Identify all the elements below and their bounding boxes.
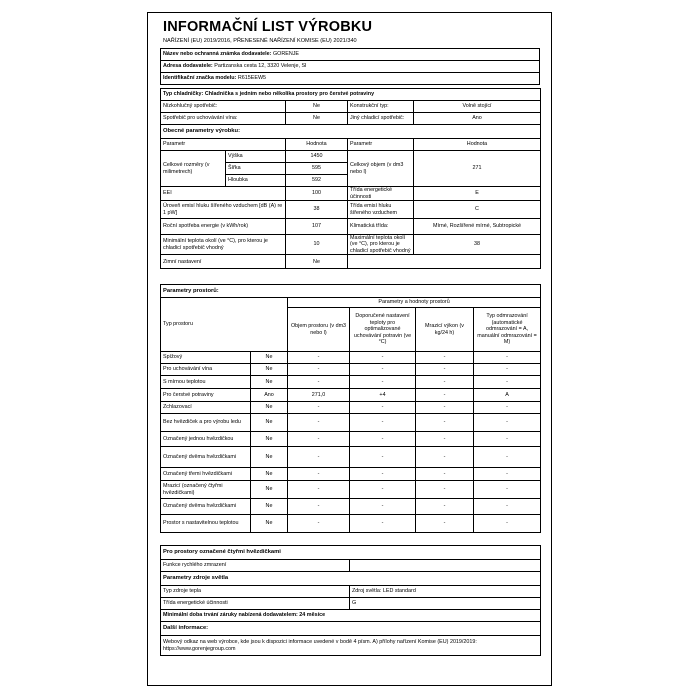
- compartment-volume: -: [288, 376, 350, 389]
- compartments-section-title: Parametry prostorů:: [161, 285, 541, 298]
- compartment-present: Ne: [251, 352, 288, 364]
- compartment-present: Ne: [251, 364, 288, 376]
- annual-energy-label: Roční spotřeba energie (v kWh/rok): [161, 219, 286, 235]
- compartment-defrost: -: [474, 352, 541, 364]
- min-temp-value: 10: [286, 235, 348, 255]
- compartment-freeze: -: [416, 364, 474, 376]
- compartment-row: [161, 352, 541, 364]
- compartment-row: [161, 432, 541, 447]
- compartment-defrost: -: [474, 364, 541, 376]
- defrost-header: Typ odmrazování (automatické odmrazování = A, manuální odmrazování = M): [474, 308, 541, 352]
- compartment-rows: [161, 352, 541, 533]
- wine-value: Ne: [286, 113, 348, 125]
- fast-freeze-value: [350, 560, 541, 572]
- efficiency-class-label: Třída energetické účinnosti: [348, 187, 414, 201]
- eei-value: 100: [286, 187, 348, 201]
- light-section-title: Parametry zdroje světla: [161, 572, 541, 586]
- compartment-temp: -: [350, 447, 416, 468]
- low-noise-value: Ne: [286, 101, 348, 113]
- supplier-table: [160, 48, 540, 85]
- compartment-row: [161, 376, 541, 389]
- compartment-volume: -: [288, 447, 350, 468]
- compartment-freeze: -: [416, 389, 474, 402]
- model-row: [161, 73, 540, 85]
- compartment-volume: -: [288, 364, 350, 376]
- climate-class-label: Klimatická třída:: [348, 219, 414, 235]
- construction-value: Volně stojící: [414, 101, 541, 113]
- compartment-defrost: -: [474, 432, 541, 447]
- freeze-header: Mrazicí výkon (v kg/24 h): [416, 308, 474, 352]
- light-class-label: Třída energetické účinnosti: [161, 598, 350, 610]
- warranty-row: Minimální doba trvání záruky nabízená dodavatelem: 24 měsíce: [161, 610, 541, 622]
- height-label: Výška: [226, 151, 286, 163]
- compartment-defrost: -: [474, 515, 541, 533]
- compartment-defrost: -: [474, 414, 541, 432]
- compartment-name: S mírnou teplotou: [161, 376, 251, 389]
- four-star-section-title: Pro prostory označené čtyřmi hvězdičkami: [161, 546, 541, 560]
- compartment-row: [161, 402, 541, 414]
- light-class-value: G: [350, 598, 541, 610]
- max-temp-value: 38: [414, 235, 541, 255]
- annual-energy-value: 107: [286, 219, 348, 235]
- compartment-volume: -: [288, 515, 350, 533]
- light-type-value: Zdroj světla: LED standard: [350, 586, 541, 598]
- noise-class-label: Třída emisí hluku šířeného vzduchem: [348, 201, 414, 219]
- compartment-freeze: -: [416, 468, 474, 481]
- compartment-volume: 271,0: [288, 389, 350, 402]
- max-temp-label: Maximální teplota okolí (ve °C), pro kterou je chladicí spotřebič vhodný: [348, 235, 414, 255]
- bottom-table: [160, 545, 541, 656]
- page-title: INFORMAČNÍ LIST VÝROBKU: [163, 19, 373, 35]
- info-section-title: Další informace:: [161, 622, 541, 636]
- compartment-defrost: -: [474, 468, 541, 481]
- supplier-name-row: [161, 49, 540, 61]
- compartment-freeze: -: [416, 447, 474, 468]
- model-value: R615EEW5: [237, 75, 267, 82]
- compartment-row: [161, 364, 541, 376]
- total-volume-value: 271: [414, 151, 541, 187]
- low-noise-label: Nízkohlučný spotřebič:: [161, 101, 286, 113]
- supplier-name-value: GORENJE: [272, 51, 300, 58]
- general-parameters-table: [160, 88, 541, 269]
- compartment-freeze: -: [416, 352, 474, 364]
- compartment-name: Spížový: [161, 352, 251, 364]
- info-text: Webový odkaz na web výrobce, kde jsou k dispozici informace uvedené v bodě 4 písm. A) přílohy nařízení Komise (EU) 2019/2019: https://www.gorenjegroup.com: [161, 636, 541, 656]
- compartment-type-header: Typ prostoru: [161, 298, 288, 352]
- compartment-temp: -: [350, 352, 416, 364]
- compartment-name: Bez hvězdiček a pro výrobu ledu: [161, 414, 251, 432]
- compartment-volume: -: [288, 402, 350, 414]
- value-header-right: Hodnota: [414, 139, 541, 151]
- compartment-present: Ne: [251, 481, 288, 499]
- compartment-name: Pro čerstvé potraviny: [161, 389, 251, 402]
- compartment-row: [161, 515, 541, 533]
- compartment-volume: -: [288, 481, 350, 499]
- compartment-volume: -: [288, 468, 350, 481]
- compartment-freeze: -: [416, 376, 474, 389]
- depth-value: 592: [286, 175, 348, 187]
- compartment-params-header: Parametry a hodnoty prostorů: [288, 298, 541, 308]
- compartment-present: Ne: [251, 468, 288, 481]
- compartment-freeze: -: [416, 402, 474, 414]
- compartment-temp: -: [350, 364, 416, 376]
- compartment-name: Označený dvěma hvězdičkami: [161, 447, 251, 468]
- supplier-address-row: [161, 61, 540, 73]
- compartment-present: Ne: [251, 447, 288, 468]
- compartment-present: Ne: [251, 414, 288, 432]
- compartment-freeze: -: [416, 432, 474, 447]
- noise-emission-value: 38: [286, 201, 348, 219]
- compartment-name: Označený jednou hvězdičkou: [161, 432, 251, 447]
- width-label: Šířka: [226, 163, 286, 175]
- compartment-present: Ne: [251, 499, 288, 515]
- compartment-present: Ne: [251, 515, 288, 533]
- compartment-row: [161, 447, 541, 468]
- model-label: Identifikační značka modelu:: [163, 75, 237, 82]
- compartment-temp: -: [350, 414, 416, 432]
- compartment-defrost: -: [474, 481, 541, 499]
- winter-setting-value: Ne: [286, 255, 348, 269]
- other-appliance-label: Jiný chladicí spotřebič:: [348, 113, 414, 125]
- height-value: 1450: [286, 151, 348, 163]
- compartment-name: Označený dvěma hvězdičkami: [161, 499, 251, 515]
- compartment-row: [161, 389, 541, 402]
- compartment-defrost: -: [474, 447, 541, 468]
- eei-label: EEI: [161, 187, 286, 201]
- compartment-temp: +4: [350, 389, 416, 402]
- compartment-temp: -: [350, 376, 416, 389]
- dimensions-label: Celkové rozměry (v milimetrech): [161, 151, 226, 187]
- efficiency-class-value: E: [414, 187, 541, 201]
- compartment-name: Označený třemi hvězdičkami: [161, 468, 251, 481]
- compartment-freeze: -: [416, 481, 474, 499]
- total-volume-label: Celkový objem (v dm3 nebo l): [348, 151, 414, 187]
- compartment-name: Prostor s nastavitelnou teplotou: [161, 515, 251, 533]
- compartment-volume: -: [288, 499, 350, 515]
- compartment-temp: -: [350, 432, 416, 447]
- volume-header: Objem prostoru (v dm3 nebo l): [288, 308, 350, 352]
- supplier-address-label: Adresa dodavatele:: [163, 63, 213, 70]
- compartment-defrost: -: [474, 499, 541, 515]
- noise-class-value: C: [414, 201, 541, 219]
- winter-setting-label: Zimní nastavení: [161, 255, 286, 269]
- param-header-right: Parametr: [348, 139, 414, 151]
- fast-freeze-label: Funkce rychlého zmrazení: [161, 560, 350, 572]
- wine-label: Spotřebič pro uchovávání vína:: [161, 113, 286, 125]
- compartment-volume: -: [288, 432, 350, 447]
- compartment-row: [161, 499, 541, 515]
- compartment-temp: -: [350, 481, 416, 499]
- compartments-table: [160, 284, 541, 533]
- compartment-name: Mrazicí (označený čtyřmi hvězdičkami): [161, 481, 251, 499]
- depth-label: Hloubka: [226, 175, 286, 187]
- supplier-address-value: Partizanska cesta 12, 3320 Velenje, SI: [214, 63, 307, 70]
- compartment-row: [161, 468, 541, 481]
- param-header-left: Parametr: [161, 139, 286, 151]
- compartment-present: Ne: [251, 432, 288, 447]
- value-header-left: Hodnota: [286, 139, 348, 151]
- fridge-type-row: Typ chladničky: Chladnička s jedním nebo několika prostory pro čerstvé potraviny: [161, 89, 541, 101]
- compartment-defrost: -: [474, 376, 541, 389]
- compartment-volume: -: [288, 352, 350, 364]
- compartment-temp: -: [350, 402, 416, 414]
- compartment-present: Ne: [251, 376, 288, 389]
- width-value: 595: [286, 163, 348, 175]
- compartment-name: Pro uchovávání vína: [161, 364, 251, 376]
- compartment-temp: -: [350, 468, 416, 481]
- climate-class-value: Mírné, Rozšířené mírné, Subtropické: [414, 219, 541, 235]
- general-section-title: Obecné parametry výrobku:: [161, 125, 541, 139]
- light-type-label: Typ zdroje tepla: [161, 586, 350, 598]
- noise-emission-label: Úroveň emisí hluku šířeného vzduchem [dB (A) re 1 pW]: [161, 201, 286, 219]
- compartment-row: [161, 481, 541, 499]
- supplier-name-label: Název nebo ochranná známka dodavatele:: [163, 51, 272, 58]
- compartment-present: Ano: [251, 389, 288, 402]
- compartment-present: Ne: [251, 402, 288, 414]
- compartment-freeze: -: [416, 515, 474, 533]
- temp-header: Doporučené nastavení teploty pro optimalizované uchovávání potravin (ve °C): [350, 308, 416, 352]
- compartment-temp: -: [350, 515, 416, 533]
- compartment-defrost: -: [474, 402, 541, 414]
- compartment-temp: -: [350, 499, 416, 515]
- regulation-subtitle: NAŘÍZENÍ (EU) 2019/2016, PŘENESENÉ NAŘÍZENÍ KOMISE (EU) 2021/340: [163, 38, 357, 44]
- compartment-freeze: -: [416, 499, 474, 515]
- compartment-defrost: A: [474, 389, 541, 402]
- compartment-freeze: -: [416, 414, 474, 432]
- compartment-name: Zchlazovací: [161, 402, 251, 414]
- other-appliance-value: Ano: [414, 113, 541, 125]
- min-temp-label: Minimální teplota okolí (ve °C), pro kterou je chladicí spotřebič vhodný: [161, 235, 286, 255]
- compartment-volume: -: [288, 414, 350, 432]
- construction-label: Konstrukční typ:: [348, 101, 414, 113]
- compartment-row: [161, 414, 541, 432]
